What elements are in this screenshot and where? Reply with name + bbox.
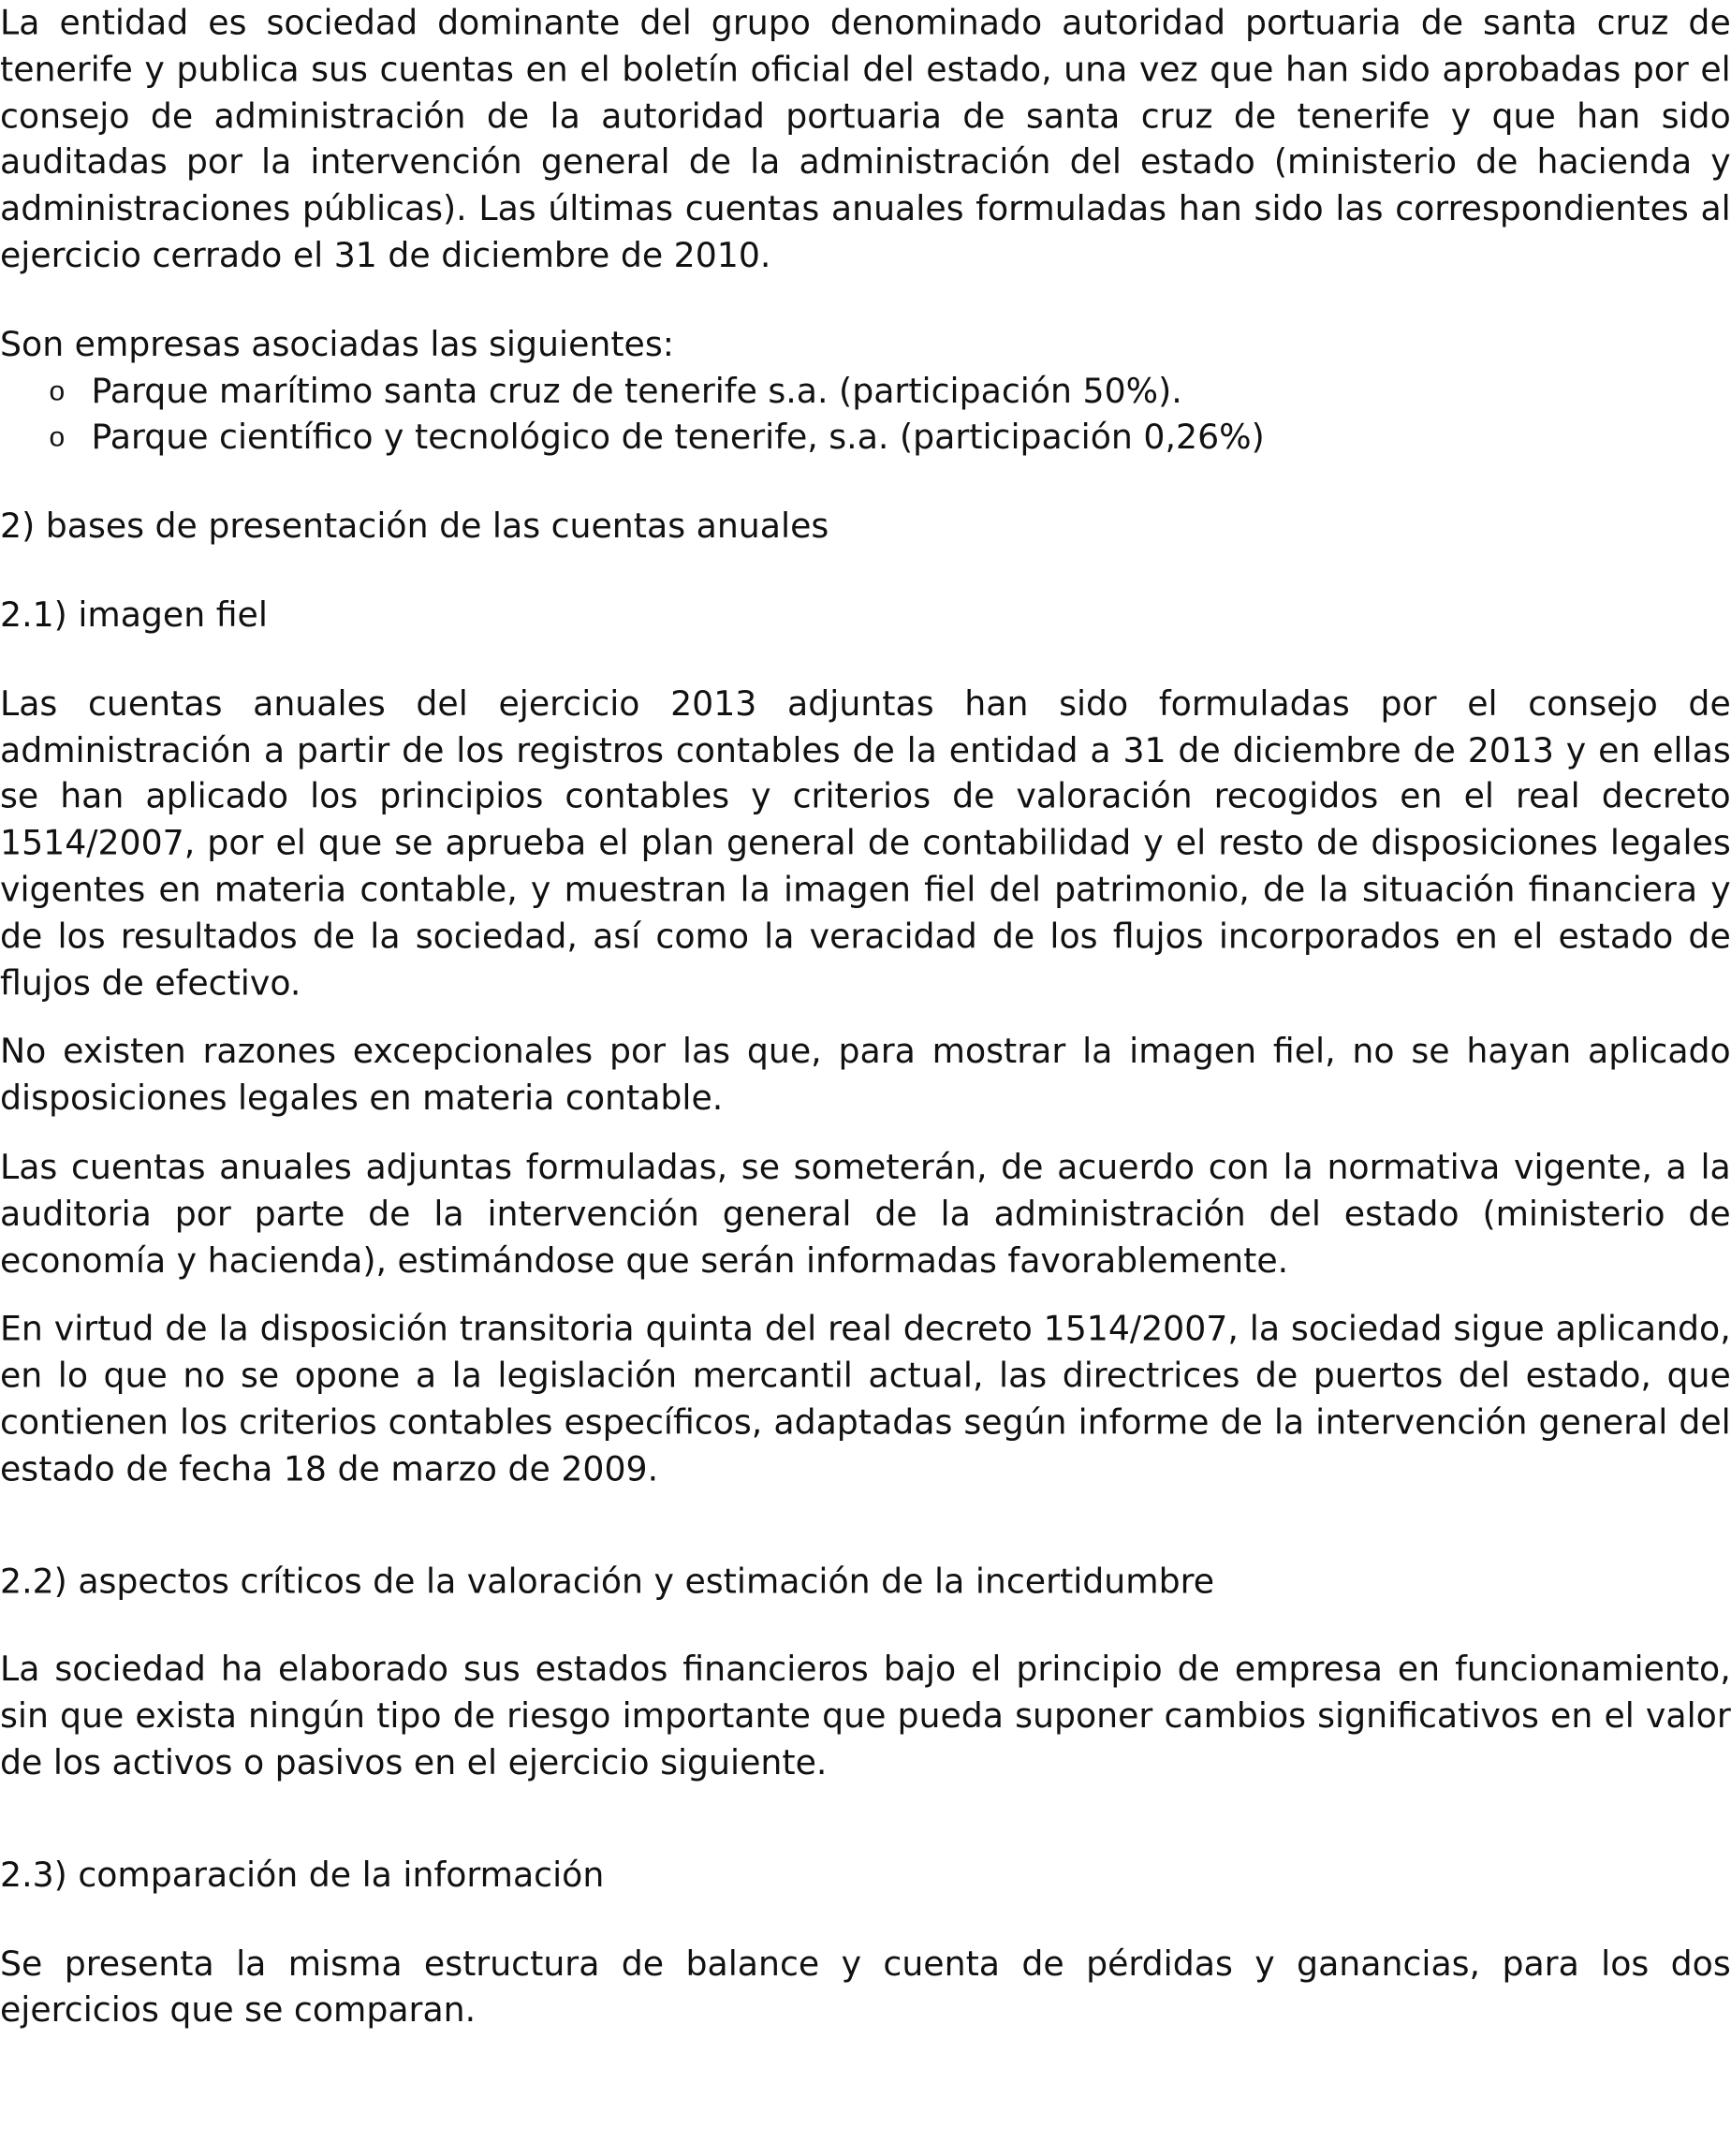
section-2-1-paragraph: Las cuentas anuales del ejercicio 2013 adjuntas han sido formuladas por el consejo de administración a partir de los registros contables de la entidad a 31 de diciembre de 2013 y en ellas se han aplicado los principios contables y criterios de valoración recogidos en el real decreto 1514/2007, por el que se aprueba el plan general de contabilidad y el resto de disposiciones legales vigentes en materia contable, y muestran la imagen fiel del patrimonio, de la situación financiera y de los resultados de la sociedad, así como la veracidad de los flujos incorporados en el estado de flujos de efectivo. [0,682,1731,1003]
list-item [0,415,1731,462]
section-2-1-paragraph: En virtud de la disposición transitoria quinta del real decreto 1514/2007, la sociedad sigue aplicando, en lo que no se opone a la legislación mercantil actual, las directrices de puertos del estado, que contienen los criterios contables específicos, adaptadas según informe de la intervención general del estado de fecha 18 de marzo de 2009. [0,1308,1731,1489]
intro-paragraph: La entidad es sociedad dominante del grupo denominado autoridad portuaria de santa cruz de tenerife y publica sus cuentas en el boletín oficial del estado, una vez que han sido aprobadas por el consejo de administración de la autoridad portuaria de santa cruz de tenerife y que han sido auditadas por la intervención general de la administración del estado (ministerio de hacienda y administraciones públicas). Las últimas cuentas anuales formuladas han sido las correspondientes al ejercicio cerrado el 31 de diciembre de 2010. [0,2,1731,275]
section-2-1-heading: 2.1) imagen fiel [0,594,268,635]
associate-label: Parque científico y tecnológico de tenerife, s.a. (participación 0,26%) [91,417,1265,457]
associates-list [0,368,1731,461]
section-2-3-heading: 2.3) comparación de la información [0,1854,605,1895]
associate-label: Parque marítimo santa cruz de tenerife s.a. (participación 50%). [91,370,1182,411]
section-2-1-paragraph: Las cuentas anuales adjuntas formuladas, se someterán, de acuerdo con la normativa vigente, a la auditoria por parte de la intervención general de la administración del estado (ministerio de economía y hacienda), estimándose que serán informadas favorablemente. [0,1146,1731,1280]
section-2-1-paragraph: No existen razones excepcionales por las que, para mostrar la imagen fiel, no se hayan aplicado disposiciones legales en materia contable. [0,1031,1731,1118]
section-2-2-paragraph: La sociedad ha elaborado sus estados financieros bajo el principio de empresa en funcionamiento, sin que exista ningún tipo de riesgo importante que pueda suponer cambios significativos en el valor de los activos o pasivos en el ejercicio siguiente. [0,1649,1731,1782]
bullet-circle-icon: o [49,421,66,454]
section-2-3-paragraph: Se presenta la misma estructura de balance y cuenta de pérdidas y ganancias, para los dos ejercicios que se comparan. [0,1943,1731,2030]
list-item [0,368,1731,415]
section-2-2-heading: 2.2) aspectos críticos de la valoración y estimación de la incertidumbre [0,1560,1215,1601]
associates-intro: Son empresas asociadas las siguientes: [0,323,674,364]
bullet-circle-icon: o [49,374,66,407]
section-2-heading: 2) bases de presentación de las cuentas anuales [0,506,829,546]
